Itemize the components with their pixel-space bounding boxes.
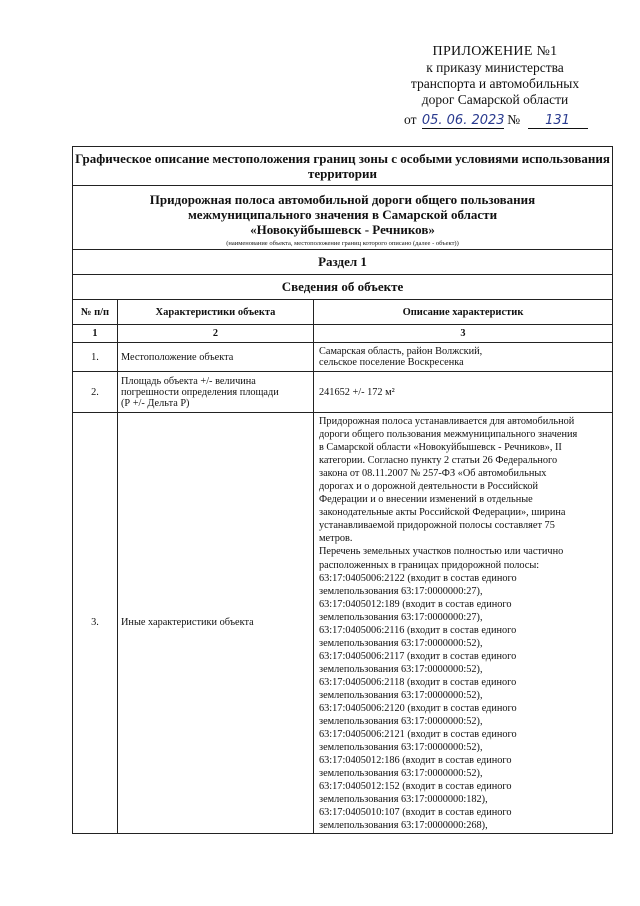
description-line: метров. — [319, 533, 353, 545]
description-line: 63:17:0405012:152 (входит в состав единого — [319, 781, 512, 793]
description-line: устанавливаемой придорожной полосы составляет 75 — [319, 520, 555, 532]
section-title: Сведения об объекте — [73, 275, 613, 300]
description-line: Самарская область, район Волжский, — [319, 346, 483, 357]
description-line: землепользования 63:17:0000000:52), — [319, 716, 483, 728]
row-number: 3. — [73, 413, 118, 834]
description-line: землепользования 63:17:0000000:27), — [319, 611, 483, 623]
characteristic-line: (Р +/- Дельта Р) — [121, 397, 190, 409]
description-line: землепользования 63:17:0000000:182), — [319, 794, 488, 806]
description-line: Перечень земельных участков полностью или частично — [319, 546, 564, 558]
document-title: Графическое описание местоположения границ зоны с особыми условиями использования территории — [73, 147, 613, 186]
row-description: 241652 +/- 172 м² — [314, 372, 613, 413]
description-line: Придорожная полоса устанавливается для автомобильной — [319, 416, 575, 427]
row-description — [314, 343, 613, 372]
row-number: 1. — [73, 343, 118, 372]
description-line: Федерации и о внесении изменений в отдельные — [319, 494, 533, 506]
description-line: закона от 08.11.2007 № 257-ФЗ «Об автомобильных — [319, 468, 547, 480]
description-line: землепользования 63:17:0000000:52), — [319, 742, 483, 754]
description-line: 63:17:0405012:189 (входит в состав единого — [319, 598, 512, 610]
appendix-line: дорог Самарской области — [421, 92, 569, 107]
column-number: 3 — [314, 325, 613, 343]
description-line: 63:17:0405006:2118 (входит в состав единого — [319, 676, 517, 688]
appendix-block — [390, 44, 600, 108]
description-line: сельское поселение Воскресенка — [319, 357, 464, 368]
column-number: 2 — [118, 325, 314, 343]
row-number: 2. — [73, 372, 118, 413]
characteristic-line: погрешности определения площади — [121, 386, 279, 398]
order-reference — [404, 112, 588, 129]
description-line: землепользования 63:17:0000000:52), — [319, 637, 483, 649]
object-name — [73, 186, 613, 238]
description-line: землепользования 63:17:0000000:268), — [319, 820, 488, 832]
description-line: 63:17:0405006:2120 (входит в состав единого — [319, 703, 517, 715]
table-row — [73, 343, 613, 372]
object-description-table — [72, 146, 613, 834]
description-line: законодательные акты Российской Федерации», ширина — [319, 507, 566, 519]
appendix-line: к приказу министерства — [426, 60, 564, 75]
description-line: в Самарской области «Новокуйбышевск - Речников», II — [319, 442, 562, 454]
section-heading: Раздел 1 — [73, 250, 613, 275]
appendix-line: транспорта и автомобильных — [410, 76, 580, 91]
order-no-label: № — [507, 112, 521, 127]
description-line: дорогах и о дорожной деятельности в Российской — [319, 481, 538, 493]
description-line: 63:17:0405006:2121 (входит в состав единого — [319, 729, 517, 741]
description-line: 63:17:0405012:186 (входит в состав единого — [319, 755, 512, 767]
description-line: 63:17:0405006:2116 (входит в состав единого — [319, 624, 517, 636]
description-line: землепользования 63:17:0000000:27), — [319, 585, 483, 597]
object-name-line: «Новокуйбышевск - Речников» — [250, 222, 435, 237]
object-name-line: Придорожная полоса автомобильной дороги общего пользования — [149, 192, 536, 207]
order-number: 131 — [528, 113, 588, 129]
row-characteristic: Местоположение объекта — [118, 343, 314, 372]
description-line: 63:17:0405010:107 (входит в состав единого — [319, 807, 512, 819]
column-number: 1 — [73, 325, 118, 343]
description-line: землепользования 63:17:0000000:52), — [319, 689, 483, 701]
object-note: (наименование объекта, местоположение границ которого описано (далее - объект)) — [73, 237, 613, 250]
order-prefix: от — [404, 112, 417, 127]
row-description — [314, 413, 613, 834]
description-line: расположенных в границах придорожной полосы: — [319, 559, 540, 571]
order-date: 05. 06. 2023 — [421, 113, 505, 128]
description-line: дороги общего пользования межмуниципального значения — [319, 429, 578, 441]
row-characteristic — [118, 372, 314, 413]
object-name-line: межмуниципального значения в Самарской области — [187, 207, 498, 222]
row-characteristic: Иные характеристики объекта — [118, 413, 314, 834]
description-line: землепользования 63:17:0000000:52), — [319, 663, 483, 675]
table-row — [73, 413, 613, 834]
table-row — [73, 372, 613, 413]
description-line: 63:17:0405006:2117 (входит в состав единого — [319, 650, 517, 662]
header-number: № п/п — [73, 300, 118, 325]
description-line: 63:17:0405006:2122 (входит в состав единого — [319, 572, 517, 584]
characteristic-line: Площадь объекта +/- величина — [121, 375, 256, 387]
header-description: Описание характеристик — [314, 300, 613, 325]
header-characteristic: Характеристики объекта — [118, 300, 314, 325]
description-line: землепользования 63:17:0000000:52), — [319, 768, 483, 780]
description-line: категории. Согласно пункту 2 статьи 26 Федерального — [319, 455, 558, 467]
appendix-heading: ПРИЛОЖЕНИЕ №1 — [432, 44, 558, 59]
